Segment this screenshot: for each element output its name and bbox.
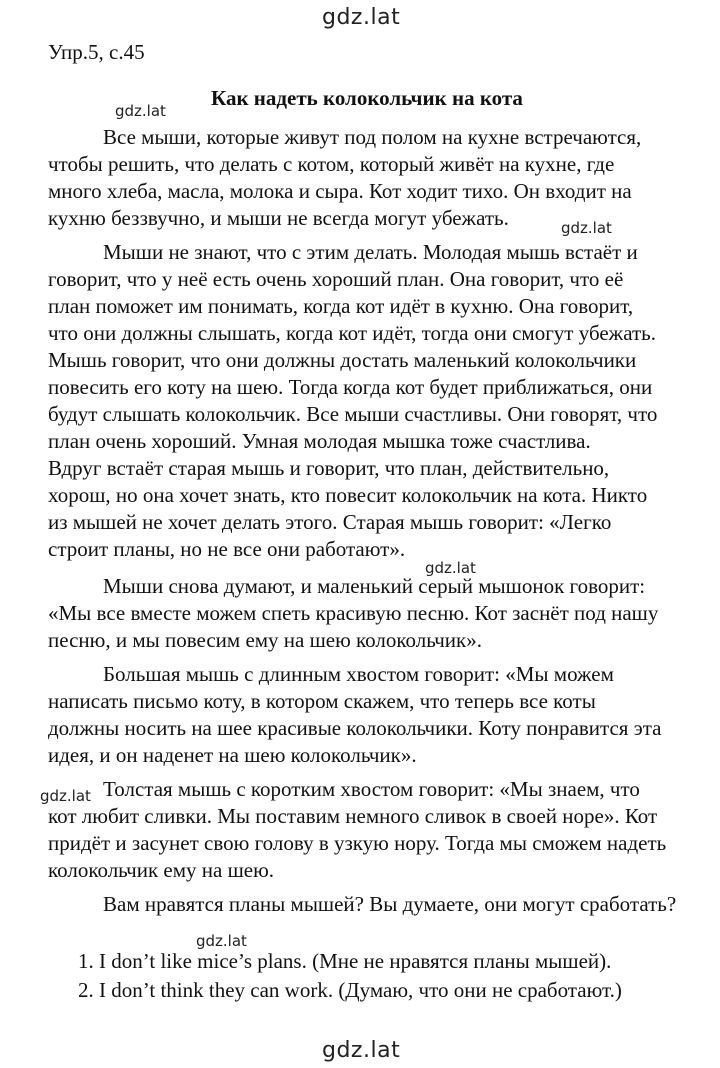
watermark: gdz.lat (561, 219, 612, 237)
text-line: повесить его коту на шею. Тогда когда кот будет приближаться, они (48, 375, 653, 399)
text-line: песню, и мы повесим ему на шею колокольчик». (48, 628, 482, 652)
text-line: Вдруг встаёт старая мышь и говорит, что план, действительно, (48, 456, 610, 480)
text-line: Все мыши, которые живут под полом на кухне встречаются, (103, 125, 642, 149)
text-line: «Мы все вместе можем спеть красивую песню. Кот заснёт под нашу (48, 601, 659, 625)
text-line: Мыши не знают, что с этим делать. Молодая мышь встаёт и (103, 240, 638, 264)
text-line: должны носить на шее красивые колокольчики. Коту понравится эта (48, 716, 662, 740)
text-line: будут слышать колокольчик. Все мыши счастливы. Они говорят, что (48, 402, 658, 426)
text-line: строит планы, но не все они работают». (48, 537, 406, 561)
text-line: колокольчик ему на шею. (48, 858, 275, 882)
watermark: gdz.lat (40, 787, 91, 805)
text-line: говорит, что у неё есть очень хороший план. Она говорит, что её (48, 267, 624, 291)
text-line: Мыши снова думают, и маленький серый мышонок говорит: (103, 574, 646, 598)
text-line: кухню беззвучно, и мыши не всегда могут убежать. (48, 206, 509, 230)
watermark: gdz.lat (115, 102, 166, 120)
text-line: из мышей не хочет делать этого. Старая мышь говорит: «Легко (48, 510, 612, 534)
text-line: придёт и засунет свою голову в узкую нору. Тогда мы сможем надеть (48, 831, 667, 855)
answer-item: 1. I don’t like mice’s plans. (Мне не нравятся планы мышей). (78, 949, 612, 973)
text-line: что они должны слышать, когда кот идёт, тогда они смогут убежать. (48, 321, 656, 345)
text-line: план поможет им понимать, когда кот идёт в кухню. Она говорит, (48, 294, 634, 318)
text-line: идея, и он наденет на шею колокольчик». (48, 743, 417, 767)
watermark-bottom: gdz.lat (322, 1038, 401, 1063)
text-line: Мышь говорит, что они должны достать маленький колокольчики (48, 348, 637, 372)
exercise-header: Упр.5, с.45 (48, 40, 145, 64)
text-line: кот любит сливки. Мы поставим немного сливок в своей норе». Кот (48, 804, 658, 828)
text-title: Как надеть колокольчик на кота (211, 86, 523, 110)
text-line: написать письмо коту, в котором скажем, что теперь все коты (48, 689, 596, 713)
text-line: Большая мышь с длинным хвостом говорит: «Мы можем (103, 662, 614, 686)
text-line: Вам нравятся планы мышей? Вы думаете, они могут сработать? (103, 892, 677, 916)
answer-item: 2. I don’t think they can work. (Думаю, что они не сработают.) (78, 978, 622, 1002)
text-line: много хлеба, масла, молока и сыра. Кот ходит тихо. Он входит на (48, 179, 632, 203)
text-line: план очень хороший. Умная молодая мышка тоже счастлива. (48, 429, 591, 453)
watermark: gdz.lat (425, 559, 476, 577)
text-line: Толстая мышь с коротким хвостом говорит: «Мы знаем, что (103, 777, 640, 801)
watermark-top: gdz.lat (322, 5, 401, 30)
watermark: gdz.lat (196, 932, 247, 950)
text-line: хорош, но она хочет знать, кто повесит колокольчик на кота. Никто (48, 483, 648, 507)
text-line: чтобы решить, что делать с котом, который живёт на кухне, где (48, 152, 615, 176)
